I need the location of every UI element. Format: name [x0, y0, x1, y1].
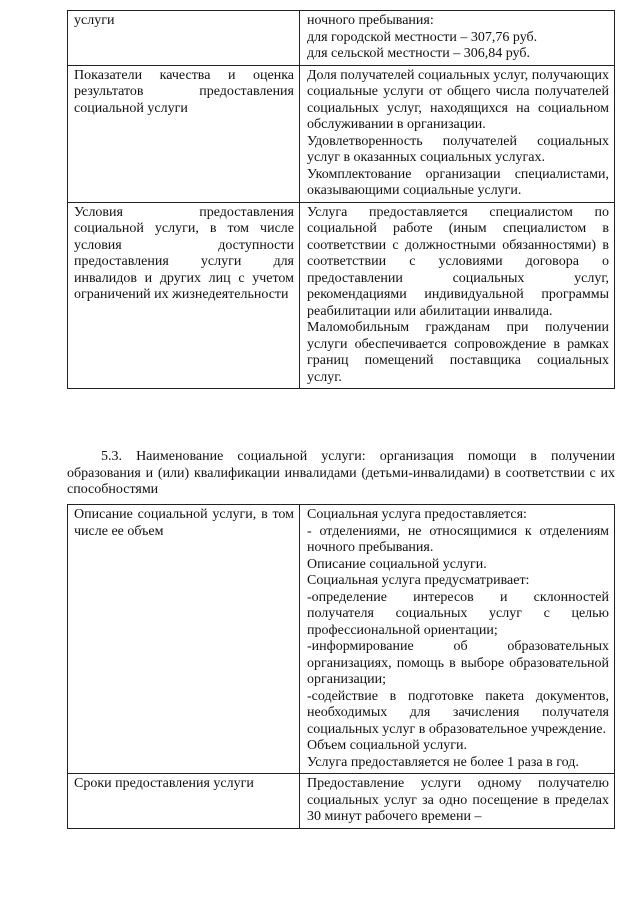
table-row: [68, 65, 615, 202]
content-paragraph: Доля получателей социальных услуг, получающих социальные услуги от общего числа получателей социальных услуг, находящихся на социальном обслуживании в организации.: [307, 67, 609, 132]
row-label-cell: [68, 11, 300, 66]
row-label: Условия предоставления социальной услуги, в том числе условия доступности предоставления услуги для инвалидов и других лиц с учетом ограничений их жизнедеятельности: [74, 204, 294, 302]
content-paragraph: -содействие в подготовке пакета документов, необходимых для зачисления получателя социальных услуг в образовательное учреждение.: [307, 688, 609, 737]
row-content-cell: [300, 65, 615, 202]
content-paragraph: Укомплектование организации специалистами, оказывающими социальные услуги.: [307, 166, 609, 198]
table-row: [68, 11, 615, 66]
row-label: Показатели качества и оценка результатов предоставления социальной услуги: [74, 67, 294, 116]
row-label-cell: [68, 774, 300, 829]
content-paragraph: для городской местности – 307,76 руб.: [307, 29, 538, 45]
row-label: Сроки предоставления услуги: [74, 776, 254, 791]
row-content-cell: [300, 774, 615, 829]
table-row: [68, 202, 615, 389]
row-label-cell: [68, 65, 300, 202]
content-paragraph: Маломобильным гражданам при получении услуги обеспечивается сопровождение в рамках границ помещений поставщика социальных услуг.: [307, 320, 609, 385]
content-paragraph: - отделениями, не относящимися к отделениям ночного пребывания.: [307, 523, 609, 555]
content-paragraph: для сельской местности – 306,84 руб.: [307, 46, 530, 61]
row-content-cell: [300, 11, 615, 66]
content-paragraph: Социальная услуга предусматривает:: [307, 573, 530, 588]
content-paragraph: Социальная услуга предоставляется:: [307, 507, 527, 522]
content-paragraph: Услуга предоставляется специалистом по социальной работе (иным специалистом в соответствии с должностными обязанностями) в соответствии с условиями договора о предоставлении социальных услуг, рекомендациями индивидуальной программы реабилитации или абилитации инвалида.: [307, 204, 609, 319]
content-paragraph: Услуга предоставляется не более 1 раза в год.: [307, 754, 579, 770]
table-row: [68, 505, 615, 774]
row-label: услуги: [74, 13, 115, 28]
content-paragraph: Предоставление услуги одному получателю социальных услуг за одно посещение в пределах 30 минут рабочего времени –: [307, 776, 609, 824]
table-row: [68, 774, 615, 829]
row-label-cell: [68, 505, 300, 774]
content-paragraph: -определение интересов и склонностей получателя социальных услуг с целью профессиональной ориентации;: [307, 589, 609, 638]
row-content-cell: [300, 202, 615, 389]
content-paragraph: Описание социальной услуги.: [307, 556, 487, 572]
service-table-upper: [67, 10, 615, 389]
section-heading: 5.3. Наименование социальной услуги: организация помощи в получении образования и (или) квалификации инвалидами (детьми-инвалидами) в соответствии с их способностями: [67, 449, 615, 497]
row-label-cell: [68, 202, 300, 389]
row-label: Описание социальной услуги, в том числе ее объем: [74, 507, 294, 539]
content-paragraph: -информирование об образовательных организациях, помощь в выборе образовательной организации;: [307, 639, 609, 687]
row-content-cell: [300, 505, 615, 774]
content-paragraph: ночного пребывания:: [307, 13, 434, 28]
service-table-lower: [67, 504, 615, 829]
content-paragraph: Удовлетворенность получателей социальных услуг в оказанных социальных услугах.: [307, 133, 609, 165]
content-paragraph: Объем социальной услуги.: [307, 738, 468, 753]
